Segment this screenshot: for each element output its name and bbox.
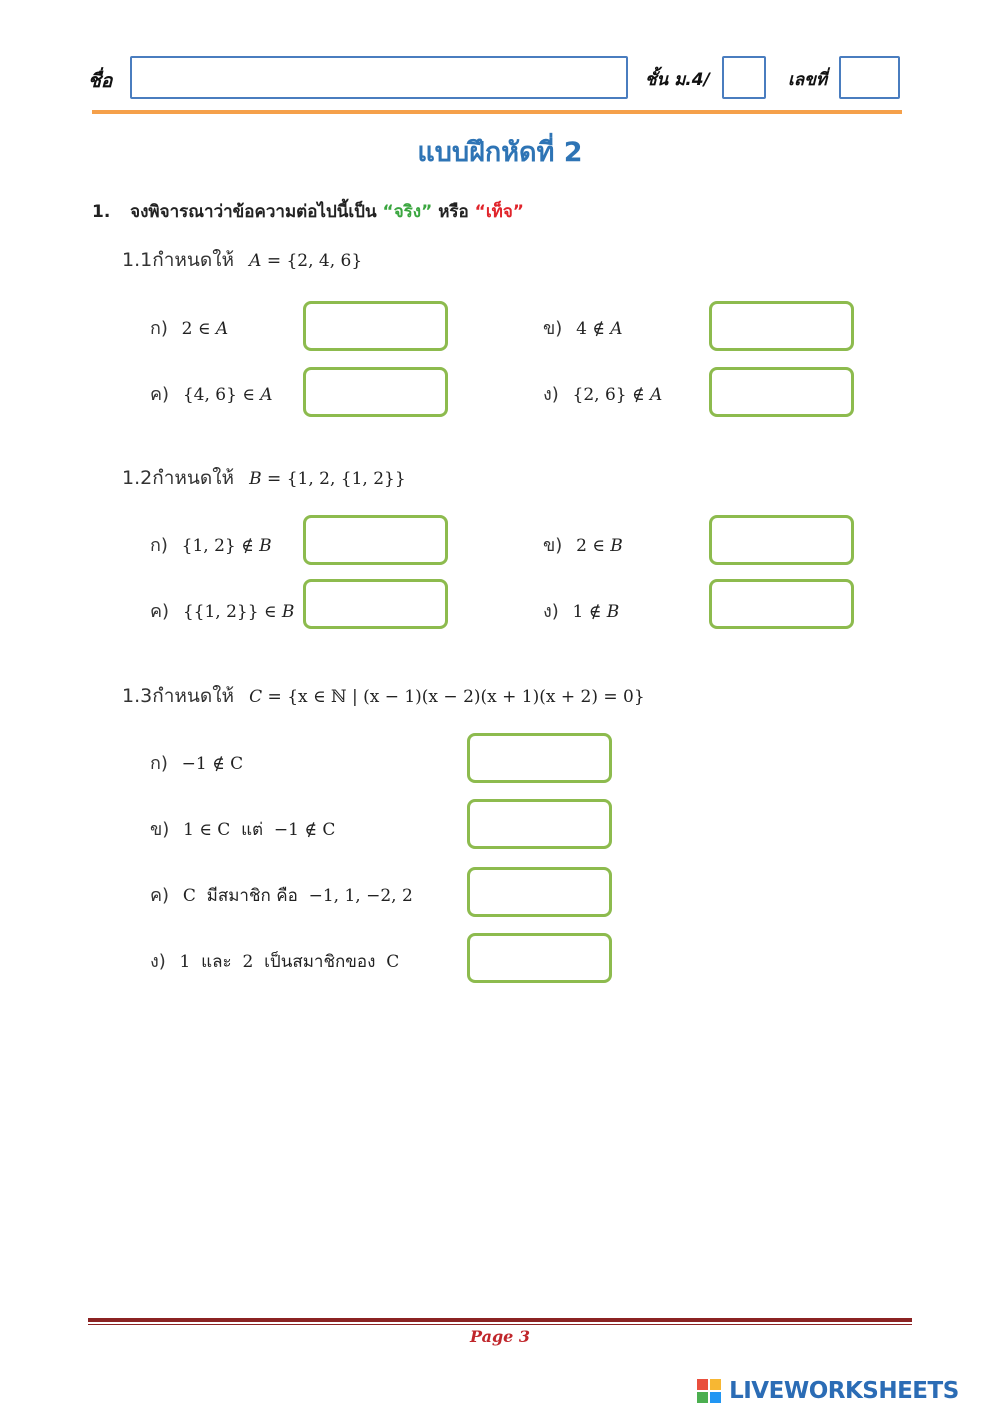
name-label: ชื่อ [88, 70, 113, 92]
item-1-2-b: ข) 2 ∈ B [543, 535, 623, 556]
answer-box-1-3-b[interactable] [467, 799, 612, 849]
subquestion-label: 1.3กำหนดให้ [122, 685, 235, 707]
subquestion-1-1 [122, 245, 362, 275]
subquestion-label: 1.1กำหนดให้ [122, 249, 235, 271]
name-field[interactable] [130, 56, 628, 99]
logo-icon [697, 1379, 721, 1403]
footer-rule-thin [88, 1324, 912, 1325]
answer-box-1-3-c[interactable] [467, 867, 612, 917]
answer-box-1-1-b[interactable] [709, 301, 854, 351]
item-1-1-d: ง) {2, 6} ∉ A [543, 384, 663, 405]
question-text: จงพิจารณาว่าข้อความต่อไปนี้เป็น [130, 202, 377, 222]
item-1-1-c: ค) {4, 6} ∈ A [150, 384, 273, 405]
class-field[interactable] [722, 56, 766, 99]
subquestion-1-2 [122, 463, 406, 493]
true-word: “จริง” [382, 202, 433, 222]
set-definition: B = {1, 2, {1, 2}} [249, 469, 406, 489]
subquestion-1-3 [122, 681, 645, 711]
item-1-3-a: ก) −1 ∉ C [150, 753, 244, 774]
subquestion-label: 1.2กำหนดให้ [122, 467, 235, 489]
item-1-3-b: ข) 1 ∈ C แต่ −1 ∉ C [150, 819, 336, 840]
item-1-2-a: ก) {1, 2} ∉ B [150, 535, 272, 556]
item-1-3-d: ง) 1 และ 2 เป็นสมาชิกของ C [150, 951, 400, 972]
set-definition: C = {x ∈ ℕ | (x − 1)(x − 2)(x + 1)(x + 2) = 0} [249, 687, 645, 707]
set-definition: A = {2, 4, 6} [249, 251, 363, 271]
header-rule [92, 110, 902, 114]
logo-text: LIVEWORKSHEETS [729, 1378, 959, 1404]
answer-box-1-1-d[interactable] [709, 367, 854, 417]
page-title: แบบฝึกหัดที่ 2 [417, 137, 583, 168]
number-label: เลขที่ [788, 70, 828, 90]
answer-box-1-1-c[interactable] [303, 367, 448, 417]
false-word: “เท็จ” [474, 202, 524, 222]
answer-box-1-1-a[interactable] [303, 301, 448, 351]
class-label: ชั้น ม.4/ [645, 70, 710, 90]
or-word: หรือ [438, 202, 469, 222]
answer-box-1-2-b[interactable] [709, 515, 854, 565]
question-number: 1. [92, 202, 111, 222]
item-1-1-a: ก) 2 ∈ A [150, 318, 229, 339]
number-field[interactable] [839, 56, 900, 99]
item-1-2-c: ค) {{1, 2}} ∈ B [150, 601, 295, 622]
page-number: Page 3 [469, 1327, 531, 1346]
footer-rule-thick [88, 1318, 912, 1322]
answer-box-1-3-a[interactable] [467, 733, 612, 783]
item-1-1-b: ข) 4 ∉ A [543, 318, 623, 339]
answer-box-1-3-d[interactable] [467, 933, 612, 983]
item-1-2-d: ง) 1 ∉ B [543, 601, 620, 622]
answer-box-1-2-d[interactable] [709, 579, 854, 629]
liveworksheets-logo [697, 1378, 959, 1408]
question-1-heading [92, 198, 524, 225]
item-1-3-c: ค) C มีสมาชิก คือ −1, 1, −2, 2 [150, 885, 413, 906]
answer-box-1-2-c[interactable] [303, 579, 448, 629]
answer-box-1-2-a[interactable] [303, 515, 448, 565]
